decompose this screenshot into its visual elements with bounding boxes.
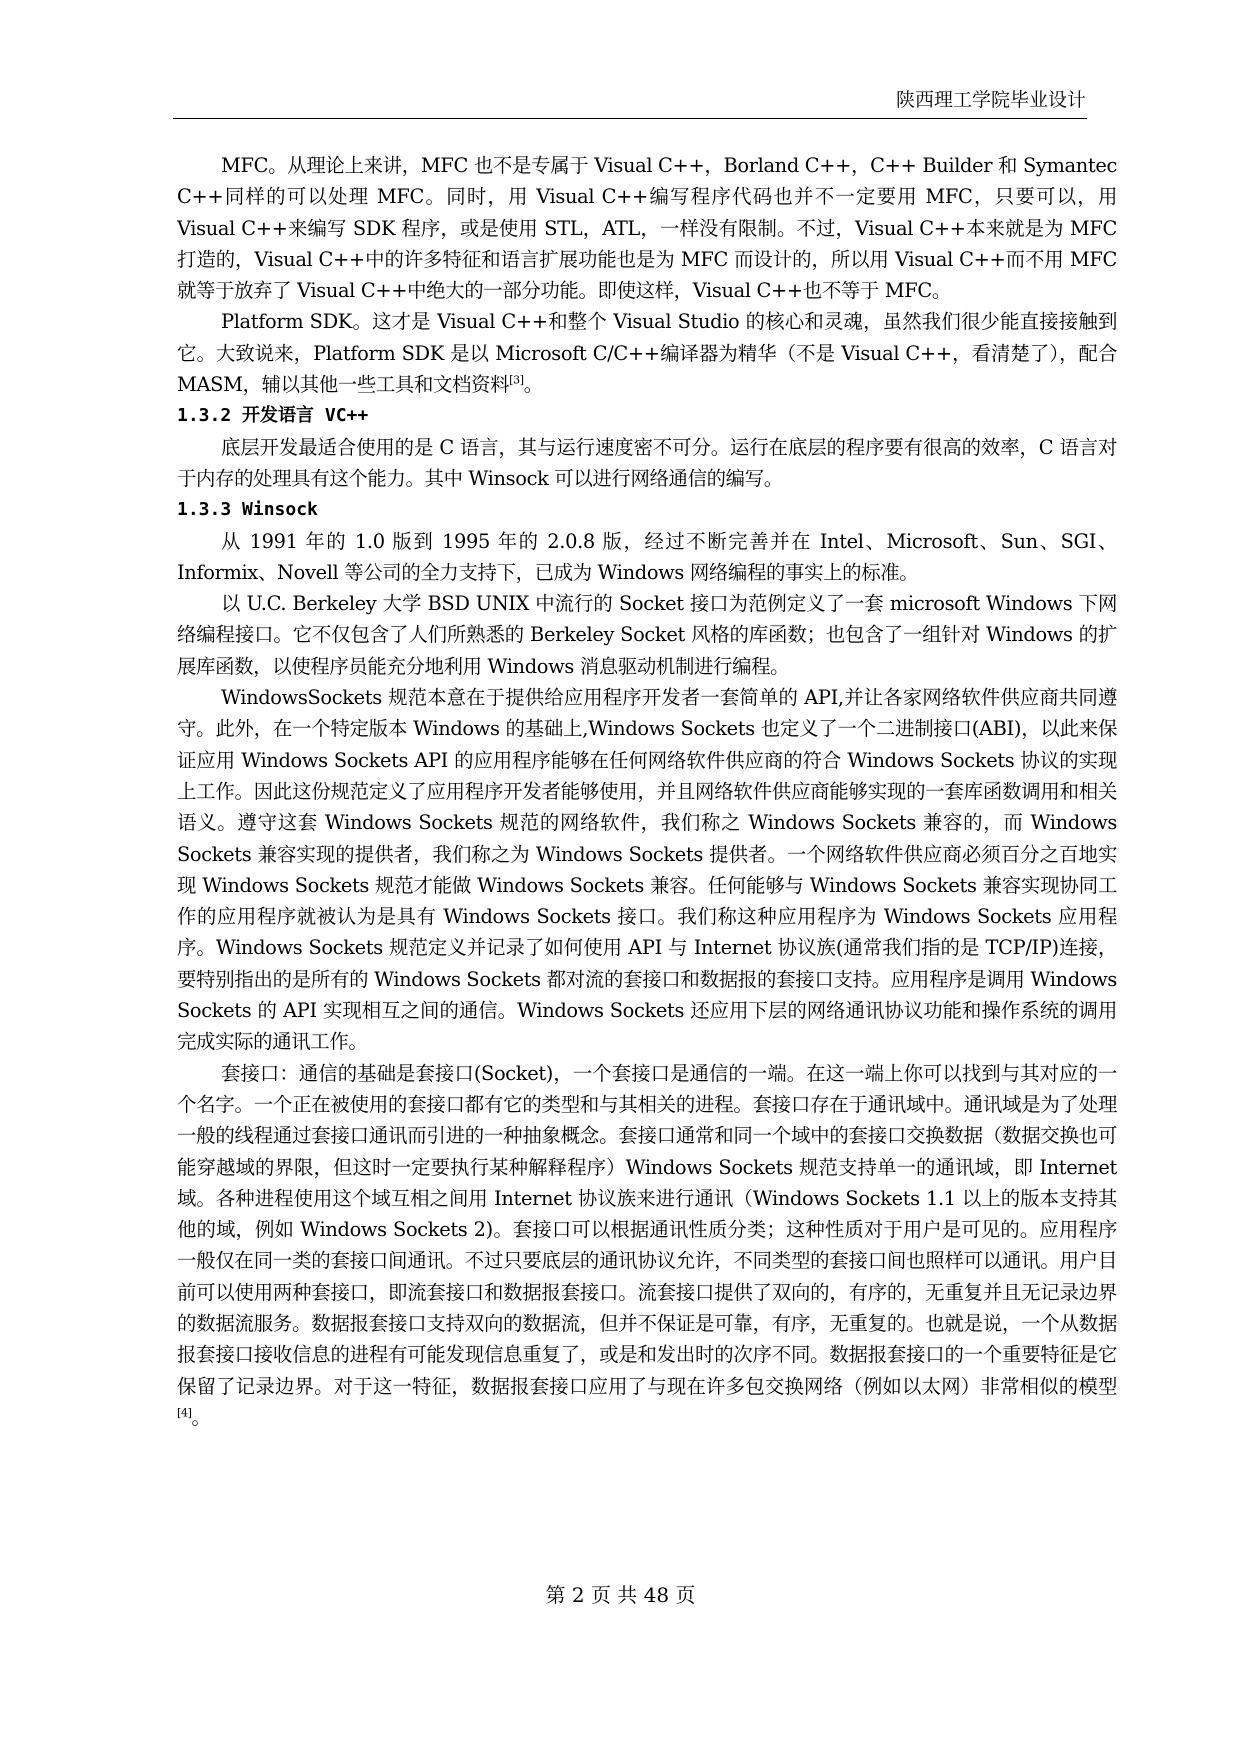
citation-4: [4] (177, 1406, 192, 1420)
page-header-title: 陕西理工学院毕业设计 (895, 89, 1086, 111)
paragraph-c-language: 底层开发最适合使用的是 C 语言，其与运行速度密不可分。运行在底层的程序要有很高的效率，C 语言对于内存的处理具有这个能力。其中 Winsock 可以进行网络通信的编写。 (177, 435, 1117, 490)
citation-3: [3] (509, 373, 524, 387)
paragraph-socket-concept (177, 1058, 1117, 1434)
paragraph-berkeley-socket: 以 U.C. Berkeley 大学 BSD UNIX 中流行的 Socket 接口为范例定义了一套 microsoft Windows 下网络编程接口。它不仅包含了人们所熟悉的 Berkeley Socket 风格的库函数；也包含了一组针对 Windows 的扩展库函数，以使程序员能充分地利用 Windows 消息驱动机制进行编程。 (177, 592, 1117, 678)
page-number: 第 2 页 共 48 页 (545, 1583, 696, 1607)
paragraph-platform-sdk-end: 。 (523, 373, 543, 397)
paragraph-platform-sdk (177, 306, 1117, 400)
document-body (177, 150, 1117, 1433)
paragraph-socket-concept-end: 。 (191, 1405, 211, 1429)
paragraph-platform-sdk-text: Platform SDK。这才是 Visual C++和整个 Visual Studio 的核心和灵魂，虽然我们很少能直接接触到它。大致说来，Platform SDK 是以 Microsoft C/C++编译器为精华（不是 Visual C++，看清楚了），配合 MASM，辅以其他一些工具和文档资料 (177, 310, 1117, 397)
section-heading-1-3-2: 1.3.2 开发语言 VC++ (177, 405, 369, 427)
paragraph-windows-sockets-spec: WindowsSockets 规范本意在于提供给应用程序开发者一套简单的 API,并让各家网络软件供应商共同遵守。此外，在一个特定版本 Windows 的基础上,Windows Sockets 也定义了一个二进制接口(ABI)，以此来保证应用 Windows Sockets API 的应用程序能够在任何网络软件供应商的符合 Windows Sockets 协议的实现上工作。因此这份规范定义了应用程序开发者能够使用，并且网络软件供应商能够实现的一套库函数调用和相关语义。遵守这套 Windows Sockets 规范的网络软件，我们称之 Windows Sockets 兼容的，而 Windows Sockets 兼容实现的提供者，我们称之为 Windows Sockets 提供者。一个网络软件供应商必须百分之百地实现 Windows Sockets 规范才能做 Windows Sockets 兼容。任何能够与 Windows Sockets 兼容实现协同工作的应用程序就被认为是具有 Windows Sockets 接口。我们称这种应用程序为 Windows Sockets 应用程序。Windows Sockets 规范定义并记录了如何使用 API 与 Internet 协议族(通常我们指的是 TCP/IP)连接，要特别指出的是所有的 Windows Sockets 都对流的套接口和数据报的套接口支持。应用程序是调用 Windows Sockets 的 API 实现相互之间的通信。Windows Sockets 还应用下层的网络通讯协议功能和操作系统的调用完成实际的通讯工作。 (177, 686, 1117, 1054)
paragraph-mfc: MFC。从理论上来讲，MFC 也不是专属于 Visual C++，Borland C++，C++ Builder 和 Symantec C++同样的可以处理 MFC。同时，用 Visual C++编写程序代码也并不一定要用 MFC，只要可以，用 Visual C++来编写 SDK 程序，或是使用 STL，ATL，一样没有限制。不过，Visual C++本来就是为 MFC 打造的，Visual C++中的许多特征和语言扩展功能也是为 MFC 而设计的，所以用 Visual C++而不用 MFC 就等于放弃了 Visual C++中绝大的一部分功能。即使这样，Visual C++也不等于 MFC。 (177, 154, 1117, 303)
section-heading-1-3-3: 1.3.3 Winsock (177, 499, 318, 521)
paragraph-winsock-history: 从 1991 年的 1.0 版到 1995 年的 2.0.8 版，经过不断完善并在 Intel、Microsoft、Sun、SGI、Informix、Novell 等公司的全力支持下，已成为 Windows 网络编程的事实上的标准。 (177, 529, 1117, 584)
paragraph-socket-concept-text: 套接口：通信的基础是套接口(Socket)，一个套接口是通信的一端。在这一端上你可以找到与其对应的一个名字。一个正在被使用的套接口都有它的类型和与其相关的进程。套接口存在于通讯域中。通讯域是为了处理一般的线程通过套接口通讯而引进的一种抽象概念。套接口通常和同一个域中的套接口交换数据（数据交换也可能穿越域的界限，但这时一定要执行某种解释程序）Windows Sockets 规范支持单一的通讯域，即 Internet 域。各种进程使用这个域互相之间用 Internet 协议族来进行通讯（Windows Sockets 1.1 以上的版本支持其他的域，例如 Windows Sockets 2)。套接口可以根据通讯性质分类；这种性质对于用户是可见的。应用程序一般仅在同一类的套接口间通讯。不过只要底层的通讯协议允许，不同类型的套接口间也照样可以通讯。用户目前可以使用两种套接口，即流套接口和数据报套接口。流套接口提供了双向的，有序的，无重复并且无记录边界的数据流服务。数据报套接口支持双向的数据流，但并不保证是可靠，有序，无重复的。也就是说，一个从数据报套接口接收信息的进程有可能发现信息重复了，或是和发出时的次序不同。数据报套接口的一个重要特征是它保留了记录边界。对于这一特征，数据报套接口应用了与现在许多包交换网络（例如以太网）非常相似的模型 (177, 1061, 1117, 1398)
header-rule (173, 118, 1087, 119)
